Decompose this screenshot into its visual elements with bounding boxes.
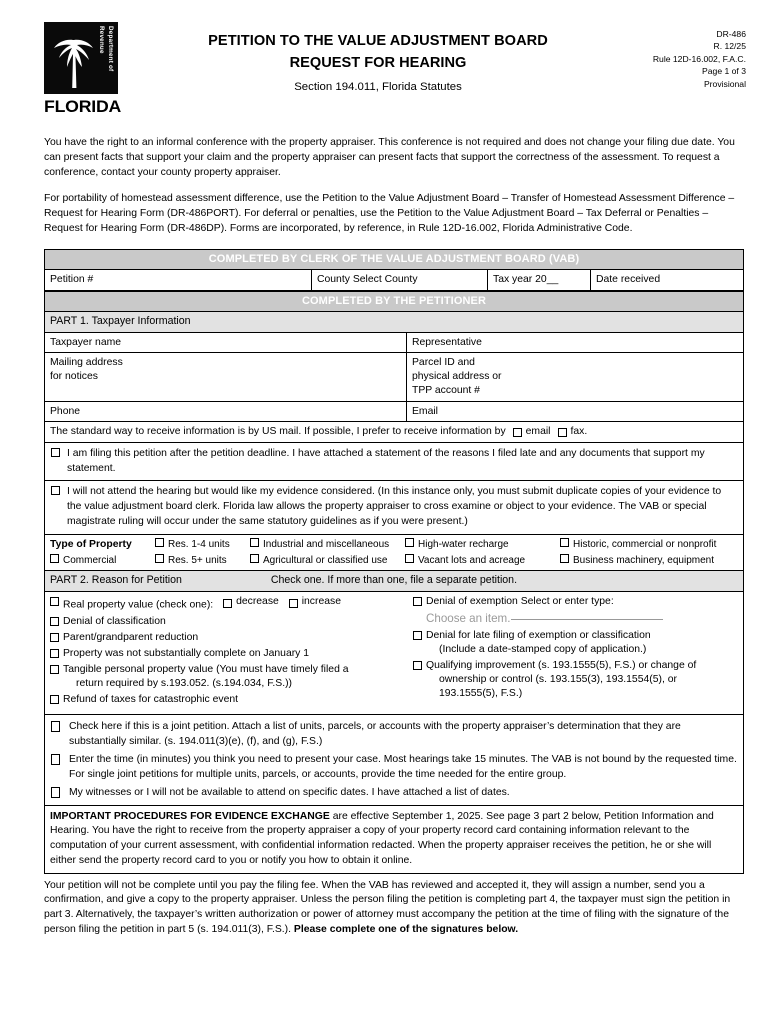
part2-right-column bbox=[410, 595, 739, 710]
unavailable-dates-text: My witnesses or I will not be available to attend on specific dates. I have attached a list of dates. bbox=[69, 786, 510, 798]
checkbox-icon[interactable] bbox=[51, 787, 60, 798]
checkbox-icon[interactable] bbox=[405, 554, 414, 563]
checkbox-icon[interactable] bbox=[405, 538, 414, 547]
part2-options bbox=[45, 592, 743, 715]
property-type-option[interactable] bbox=[250, 538, 405, 551]
qualifying-line-2: ownership or control (s. 193.155(3), 193.1554(5), or bbox=[439, 674, 677, 686]
clerk-section-band: COMPLETED BY CLERK OF THE VALUE ADJUSTMENT BOARD (VAB) bbox=[45, 249, 743, 270]
email-preference-option[interactable] bbox=[513, 425, 551, 439]
checkbox-icon[interactable] bbox=[513, 428, 522, 437]
checkbox-icon[interactable] bbox=[250, 538, 259, 547]
checkbox-icon[interactable] bbox=[50, 665, 59, 674]
logo-wordmark: FLORIDA bbox=[44, 97, 122, 116]
logo-vertical-text: Department of Revenue bbox=[98, 26, 114, 72]
checkbox-icon[interactable] bbox=[155, 538, 164, 547]
no-attend-statement[interactable] bbox=[45, 481, 743, 534]
checkbox-icon[interactable] bbox=[51, 486, 60, 495]
denial-late-line-1: Denial for late filing of exemption or classification bbox=[426, 629, 651, 641]
reason-label-block bbox=[426, 629, 739, 657]
property-type-label-text: Commercial bbox=[63, 555, 117, 567]
property-type-col-4 bbox=[560, 538, 739, 568]
form-revision: R. 12/25 bbox=[713, 41, 746, 52]
tax-year-field[interactable]: Tax year 20__ bbox=[488, 270, 591, 290]
no-attend-text: I will not attend the hearing but would like my evidence considered. (In this instance only, you must submit duplicate copies of your evidence to the value adjustment board clerk. Florida law allows the property appraiser to cross examine or object to your evidence. The VAB or special magistrate ruling will occur under the same statutory guidelines as if you were present.) bbox=[67, 486, 722, 527]
checkbox-icon[interactable] bbox=[250, 554, 259, 563]
property-type-option[interactable] bbox=[405, 538, 560, 551]
increase-label: increase bbox=[301, 596, 341, 608]
decrease-option[interactable] bbox=[223, 595, 279, 609]
county-select-value[interactable]: Select County bbox=[352, 273, 418, 285]
county-field[interactable] bbox=[312, 270, 488, 290]
delivery-preference-cell bbox=[45, 422, 743, 442]
checkbox-icon[interactable] bbox=[51, 754, 60, 765]
important-procedures-body: are effective September 1, 2025. See page 3 part 2 below, Petition Information and Hearing. You have the right to receive from the property appraiser a copy of your property record card containing information relevant to the computation of your current assessment, with confidential information redacted. When the property appraiser receives the petition, he or she will either send the property record card to you or notify you how to obtain it online. bbox=[50, 810, 714, 866]
checkbox-icon[interactable] bbox=[50, 633, 59, 642]
checkbox-icon[interactable] bbox=[51, 448, 60, 457]
checkbox-icon[interactable] bbox=[560, 554, 569, 563]
property-type-label-text: Historic, commercial or nonprofit bbox=[573, 538, 717, 550]
phone-field[interactable]: Phone bbox=[45, 402, 407, 422]
mailing-address-label-1: Mailing address bbox=[50, 357, 123, 369]
part2-heading: PART 2. Reason for Petition bbox=[50, 574, 182, 587]
reason-real-property-value[interactable] bbox=[50, 595, 410, 613]
reason-label: Property was not substantially complete on January 1 bbox=[63, 648, 310, 660]
taxpayer-name-field[interactable]: Taxpayer name bbox=[45, 333, 407, 353]
property-type-label: Type of Property bbox=[50, 538, 132, 550]
reason-label-block bbox=[63, 663, 410, 691]
representative-field[interactable]: Representative bbox=[412, 336, 482, 348]
checkbox-icon[interactable] bbox=[50, 617, 59, 626]
palm-tree-icon bbox=[50, 26, 96, 90]
checkbox-icon[interactable] bbox=[413, 597, 422, 606]
florida-dor-logo bbox=[44, 22, 136, 118]
property-type-option[interactable] bbox=[560, 554, 739, 567]
property-type-col-3 bbox=[405, 538, 560, 568]
hearing-time-option[interactable] bbox=[51, 753, 737, 783]
form-status: Provisional bbox=[703, 78, 746, 89]
clerk-row bbox=[45, 270, 743, 291]
checkbox-icon[interactable] bbox=[155, 554, 164, 563]
property-type-option[interactable] bbox=[250, 554, 405, 567]
property-type-label-text: Business machinery, equipment bbox=[573, 554, 714, 566]
title-block bbox=[136, 22, 620, 95]
part1-heading: PART 1. Taxpayer Information bbox=[45, 312, 743, 333]
intro-paragraphs bbox=[0, 136, 770, 237]
form-metadata bbox=[620, 22, 746, 90]
closing-body: Your petition will not be complete until you pay the filing fee. When the VAB has reviewed and accepted it, they will assign a number, send you a confirmation, and give a copy to the property appraiser. Unless the person filing the petition is completing part 4, the taxpayer must sign the petition in part 3. Alternatively, the taxpayer’s written authorization or power of attorney must accompany the petition at the time of filing with the signature of the person filing the petition in part 5 (s. 194.011(3), F.S.). bbox=[44, 879, 731, 935]
reason-label: Refund of taxes for catastrophic event bbox=[63, 694, 239, 706]
part2-check-one-note: Check one. If more than one, file a separate petition. bbox=[270, 574, 518, 587]
exemption-type-selector[interactable] bbox=[413, 611, 739, 627]
property-type-option[interactable] bbox=[405, 554, 560, 567]
checkbox-icon[interactable] bbox=[51, 721, 60, 732]
real-property-label: Real property value (check one): bbox=[63, 599, 214, 611]
reason-label: Parent/grandparent reduction bbox=[63, 631, 199, 643]
page-title: PETITION TO THE VALUE ADJUSTMENT BOARD bbox=[208, 33, 548, 49]
property-type-option[interactable] bbox=[560, 538, 739, 551]
reason-row bbox=[63, 595, 410, 613]
property-type-label-text: Vacant lots and acreage bbox=[418, 554, 526, 566]
taxpayer-name-row bbox=[45, 333, 743, 354]
reason-refund-catastrophic[interactable] bbox=[50, 693, 410, 707]
unavailable-dates-option[interactable] bbox=[51, 786, 737, 801]
fax-preference-option[interactable] bbox=[558, 425, 588, 439]
delivery-preference-text: The standard way to receive information is by US mail. If possible, I prefer to receive information by bbox=[50, 426, 506, 438]
part2-heading-band bbox=[45, 571, 743, 592]
document-header bbox=[0, 0, 770, 118]
part2-left-column bbox=[50, 595, 410, 710]
checkbox-icon[interactable] bbox=[558, 428, 567, 437]
checkbox-icon[interactable] bbox=[289, 599, 298, 608]
tangible-line-2: return required by s.193.052. (s.194.034, F.S.)) bbox=[76, 678, 293, 690]
petitioner-section-band: COMPLETED BY THE PETITIONER bbox=[45, 291, 743, 312]
phone-email-row bbox=[45, 402, 743, 423]
checkbox-icon[interactable] bbox=[50, 649, 59, 658]
property-type-commercial[interactable] bbox=[50, 554, 155, 567]
petition-number-field[interactable]: Petition # bbox=[45, 270, 312, 290]
closing-bold-tail: Please complete one of the signatures below. bbox=[293, 923, 519, 935]
property-type-section bbox=[45, 535, 743, 572]
late-filing-text: I am filing this petition after the petition deadline. I have attached a statement of the reasons I filed late and any documents that support my statement. bbox=[67, 447, 705, 474]
parcel-label-2: physical address or bbox=[412, 371, 502, 383]
joint-petition-section bbox=[45, 715, 743, 806]
logo-box bbox=[44, 22, 118, 94]
decrease-label: decrease bbox=[236, 596, 279, 608]
reason-label: Denial of classification bbox=[63, 615, 166, 627]
property-type-label-text: Res. 5+ units bbox=[168, 554, 227, 566]
statute-reference: Section 194.011, Florida Statutes bbox=[294, 80, 462, 93]
qualifying-line-3: 193.1555(5), F.S.) bbox=[439, 688, 523, 700]
property-type-option[interactable] bbox=[155, 554, 250, 567]
reason-parent-grandparent[interactable] bbox=[50, 631, 410, 645]
mailing-address-label-2: for notices bbox=[50, 371, 98, 383]
reason-denial-classification[interactable] bbox=[50, 615, 410, 629]
reason-tangible-personal-property[interactable] bbox=[50, 663, 410, 691]
reason-denial-exemption[interactable] bbox=[413, 595, 739, 609]
joint-petition-option[interactable] bbox=[51, 720, 737, 750]
intro-paragraph-1: You have the right to an informal conference with the property appraiser. This conference is not required and does not change your filing due date. You can present facts that support your claim and the property appraiser can present facts that support the correctness of the assessment. To request a conference, contact your county property appraiser. bbox=[44, 137, 735, 178]
form-body bbox=[44, 249, 744, 874]
parcel-id-field[interactable] bbox=[407, 353, 743, 401]
exemption-type-underline[interactable] bbox=[511, 619, 663, 620]
increase-option[interactable] bbox=[289, 595, 341, 609]
parcel-label-1: Parcel ID and bbox=[412, 357, 475, 369]
reason-label: Denial of exemption Select or enter type: bbox=[426, 596, 614, 608]
checkbox-icon[interactable] bbox=[50, 554, 59, 563]
property-type-col-0 bbox=[50, 538, 155, 568]
fax-preference-label: fax. bbox=[570, 426, 588, 438]
closing-paragraph bbox=[0, 874, 770, 938]
qualifying-line-1: Qualifying improvement (s. 193.1555(5), F.S.) or change of bbox=[426, 659, 697, 671]
page-subtitle: REQUEST FOR HEARING bbox=[289, 54, 467, 71]
reason-qualifying-improvement[interactable] bbox=[413, 659, 739, 701]
delivery-preference-row bbox=[45, 422, 743, 443]
reason-denial-late-filing[interactable] bbox=[413, 629, 739, 657]
reason-label-block bbox=[426, 659, 739, 701]
address-row bbox=[45, 353, 743, 402]
hearing-time-text: Enter the time (in minutes) you think you need to present your case. Most hearings take 15 minutes. The VAB is not bound by the requested time. For single joint petitions for multiple units, parcels, or accounts, provide the time needed for the entire group. bbox=[69, 753, 737, 780]
property-type-col-2 bbox=[250, 538, 405, 568]
property-type-label-text: Res. 1-4 units bbox=[168, 538, 230, 550]
email-field[interactable]: Email bbox=[412, 405, 438, 417]
reason-not-complete[interactable] bbox=[50, 647, 410, 661]
tangible-line-1: Tangible personal property value (You must have timely filed a bbox=[63, 664, 349, 676]
parcel-label-3: TPP account # bbox=[412, 384, 480, 396]
denial-late-line-2: (Include a date-stamped copy of application.) bbox=[439, 643, 647, 655]
property-type-option[interactable] bbox=[155, 538, 250, 551]
intro-paragraph-2: For portability of homestead assessment difference, use the Petition to the Value Adjustment Board – Transfer of Homestead Assessment Difference – Request for Hearing Form (DR-486PORT). For deferral or penalties, use the Petition to the Value Adjustment Board – Tax Deferral or Penalties – Request for Hearing Form (DR-486DP). Forms are incorporated, by reference, in Rule 12D-16.002, Florida Administrative Code. bbox=[44, 193, 735, 234]
exemption-type-placeholder[interactable]: Choose an item. bbox=[426, 612, 511, 626]
property-type-label-text: Agricultural or classified use bbox=[263, 554, 388, 566]
property-type-label-text: Industrial and miscellaneous bbox=[263, 538, 390, 550]
checkbox-icon[interactable] bbox=[50, 597, 59, 606]
checkbox-icon[interactable] bbox=[223, 599, 232, 608]
important-procedures-block bbox=[45, 806, 743, 873]
joint-petition-text: Check here if this is a joint petition. Attach a list of units, parcels, or accounts with the property appraiser’s determination that they are substantially similar. (s. 194.011(3)(e), (f), and (g), F.S.) bbox=[69, 720, 681, 747]
mailing-address-field[interactable] bbox=[45, 353, 407, 401]
checkbox-icon[interactable] bbox=[413, 631, 422, 640]
checkbox-icon[interactable] bbox=[413, 661, 422, 670]
county-label: County bbox=[317, 273, 350, 285]
checkbox-icon[interactable] bbox=[560, 538, 569, 547]
email-preference-label: email bbox=[525, 426, 551, 438]
checkbox-icon[interactable] bbox=[50, 695, 59, 704]
late-filing-statement[interactable] bbox=[45, 443, 743, 482]
form-rule: Rule 12D-16.002, F.A.C. bbox=[652, 53, 746, 64]
important-procedures-heading: IMPORTANT PROCEDURES FOR EVIDENCE EXCHANGE bbox=[50, 810, 330, 822]
form-number: DR-486 bbox=[716, 29, 746, 39]
form-page: Page 1 of 3 bbox=[702, 66, 746, 77]
property-type-label-text: High-water recharge bbox=[418, 538, 509, 550]
property-type-col-1 bbox=[155, 538, 250, 568]
date-received-field[interactable]: Date received bbox=[596, 273, 661, 285]
